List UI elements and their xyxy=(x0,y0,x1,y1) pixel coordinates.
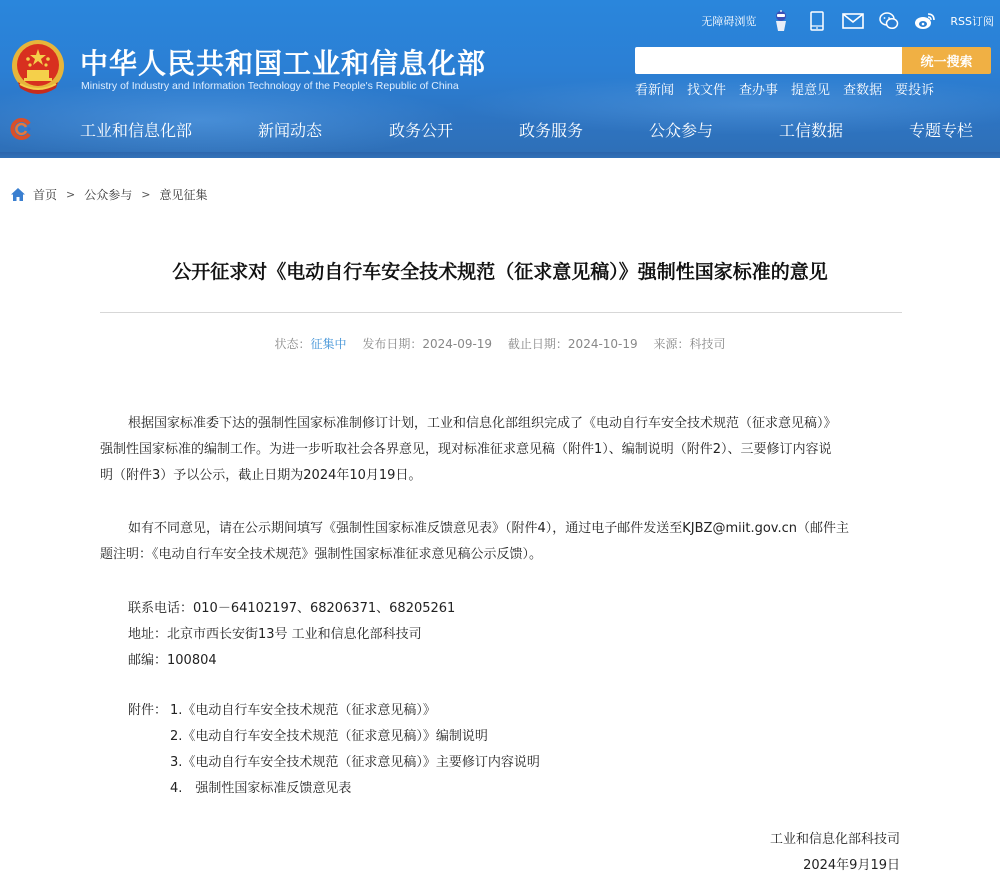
attachments-label: 附件： xyxy=(128,703,168,718)
nav-item-gov-services[interactable]: 政务服务 xyxy=(519,121,584,140)
article-meta xyxy=(0,335,1000,352)
weibo-icon[interactable] xyxy=(914,11,936,31)
site-header xyxy=(0,0,1000,158)
main-nav xyxy=(0,118,1000,142)
national-emblem-icon[interactable] xyxy=(10,38,66,98)
source-label: 来源： xyxy=(653,337,690,351)
quick-link-data[interactable]: 查数据 xyxy=(843,83,883,98)
rss-subscribe-link[interactable]: RSS订阅 xyxy=(950,15,994,28)
nav-item-gov-affairs-open[interactable]: 政务公开 xyxy=(389,121,454,140)
contact-phone: 联系电话：010－64102197、68206371、68205261 xyxy=(128,601,456,616)
quick-link-documents[interactable]: 找文件 xyxy=(687,83,727,98)
nav-item-ministry[interactable]: 工业和信息化部 xyxy=(80,121,193,140)
deadline-label: 截止日期： xyxy=(507,337,568,351)
nav-item-industry-data[interactable]: 工信数据 xyxy=(779,121,844,140)
breadcrumb-public-participation[interactable]: 公众参与 xyxy=(84,188,133,202)
paragraph-line: 如有不同意见，请在公示期间填写《强制性国家标准反馈意见表》（附件4），通过电子邮件发送至KJBZ@miit.gov.cn（邮件主 xyxy=(128,521,849,536)
contact-address: 地址：北京市西长安街13号 工业和信息化部科技司 xyxy=(128,627,422,642)
paragraph-intro xyxy=(100,411,900,489)
publish-date-label: 发布日期： xyxy=(362,337,423,351)
quick-links xyxy=(635,79,947,98)
nav-item-special-topics[interactable]: 专题专栏 xyxy=(909,121,974,140)
quick-link-services[interactable]: 查办事 xyxy=(739,83,779,98)
attachment-link-3[interactable]: 3.《电动自行车安全技术规范（征求意见稿）》主要修订内容说明 xyxy=(170,755,540,770)
deadline-value: 2024-10-19 xyxy=(567,337,638,351)
nav-item-public-participation[interactable]: 公众参与 xyxy=(649,121,714,140)
status-badge: 征集中 xyxy=(310,337,347,351)
breadcrumb xyxy=(11,186,207,203)
source-field xyxy=(654,337,726,351)
quick-link-complaint[interactable]: 要投诉 xyxy=(895,83,935,98)
mobile-icon[interactable] xyxy=(806,11,828,31)
breadcrumb-separator: > xyxy=(66,188,76,201)
source-value: 科技司 xyxy=(689,337,726,351)
breadcrumb-separator: > xyxy=(141,188,151,201)
deadline-field xyxy=(508,337,638,351)
paragraph-line: 根据国家标准委下达的强制性国家标准制修订计划，工业和信息化部组织完成了《电动自行车安全技术规范（征求意见稿）》 xyxy=(128,416,837,431)
attachment-link-1[interactable]: 1.《电动自行车安全技术规范（征求意见稿）》 xyxy=(170,703,436,718)
top-utility-bar xyxy=(701,10,994,32)
home-icon[interactable] xyxy=(11,188,25,201)
mail-icon[interactable] xyxy=(842,11,864,31)
status-label: 状态： xyxy=(274,337,311,351)
status-field xyxy=(274,337,346,351)
breadcrumb-home[interactable]: 首页 xyxy=(33,188,58,202)
robot-assistant-icon[interactable] xyxy=(770,11,792,31)
quick-link-feedback[interactable]: 提意见 xyxy=(791,83,831,98)
search-input[interactable] xyxy=(635,47,903,74)
contact-postcode: 邮编：100804 xyxy=(128,653,217,668)
site-title[interactable]: 中华人民共和国工业和信息化部 xyxy=(80,47,487,80)
unified-search-button[interactable]: 统一搜索 xyxy=(902,47,991,74)
attachment-link-4[interactable]: 4. 强制性国家标准反馈意见表 xyxy=(170,781,352,796)
paragraph-line: 题注明：《电动自行车安全技术规范》强制性国家标准征求意见稿公示反馈）。 xyxy=(100,547,543,562)
paragraph-feedback xyxy=(100,516,900,568)
site-subtitle: Ministry of Industry and Information Technology of the People's Republic of China xyxy=(81,80,459,92)
attachment-link-2[interactable]: 2.《电动自行车安全技术规范（征求意见稿）》编制说明 xyxy=(170,729,488,744)
article-title: 公开征求对《电动自行车安全技术规范（征求意见稿）》强制性国家标准的意见 xyxy=(172,261,828,283)
accessible-browse-link[interactable]: 无障碍浏览 xyxy=(701,15,757,28)
wechat-icon[interactable] xyxy=(878,11,900,31)
paragraph-line: 明（附件3）予以公示，截止日期为2024年10月19日。 xyxy=(100,468,422,483)
signature-date: 2024年9月19日 xyxy=(803,858,900,873)
title-divider xyxy=(100,312,902,313)
paragraph-line: 强制性国家标准的编制工作。为进一步听取社会各界意见，现对标准征求意见稿（附件1）、编制说明（附件2）、三要修订内容说 xyxy=(100,442,832,457)
nav-item-news[interactable]: 新闻动态 xyxy=(258,121,323,140)
breadcrumb-opinion-collection[interactable]: 意见征集 xyxy=(159,188,208,202)
quick-link-news[interactable]: 看新闻 xyxy=(635,83,675,98)
publish-date-value: 2024-09-19 xyxy=(422,337,493,351)
publish-date-field xyxy=(362,337,492,351)
signature-department: 工业和信息化部科技司 xyxy=(769,832,900,847)
